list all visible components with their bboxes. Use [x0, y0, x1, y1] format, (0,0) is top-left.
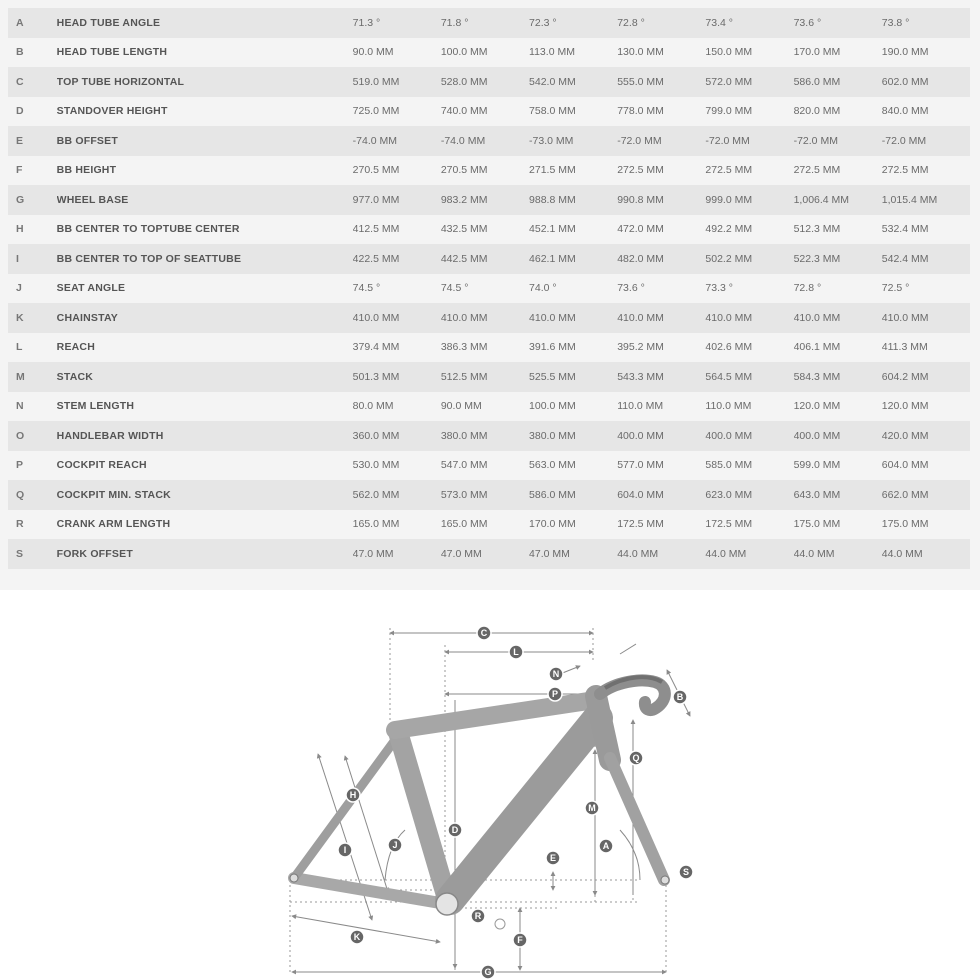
- size-value-cell: 410.0 MM: [793, 311, 841, 324]
- size-value-cell: 400.0 MM: [617, 429, 664, 442]
- size-value-cell: -72.0 MM: [617, 134, 662, 147]
- size-value-cell: 577.0 MM: [617, 459, 664, 472]
- size-value-cell: 778.0 MM: [617, 105, 664, 118]
- size-value-cell: 113.0 MM: [529, 46, 575, 59]
- table-row: [8, 362, 970, 392]
- size-value-cell: 380.0 MM: [440, 429, 488, 442]
- size-value-cell: 572.0 MM: [705, 75, 753, 88]
- size-value-cell: 74.0 °: [529, 282, 557, 295]
- table-row: [8, 97, 970, 127]
- size-value-cell: 573.0 MM: [440, 488, 488, 501]
- size-value-cell: 585.0 MM: [705, 459, 753, 472]
- size-value-cell: 840.0 MM: [881, 105, 929, 118]
- row-letter: G: [16, 193, 25, 206]
- dimension-badge-q: [629, 751, 643, 765]
- size-value-cell: 395.2 MM: [617, 341, 664, 354]
- size-value-cell: 604.2 MM: [881, 370, 929, 383]
- row-measurement-name: STACK: [56, 370, 94, 383]
- row-letter: F: [16, 164, 23, 177]
- table-row: [8, 215, 970, 245]
- badge-letter: D: [451, 825, 459, 836]
- table-row: [8, 38, 970, 68]
- size-value-cell: 44.0 MM: [881, 547, 923, 560]
- size-value-cell: 270.5 MM: [352, 164, 400, 177]
- row-letter: S: [16, 547, 24, 560]
- row-measurement-name: BB CENTER TO TOPTUBE CENTER: [56, 223, 240, 236]
- table-row: [8, 8, 970, 38]
- size-value-cell: 740.0 MM: [440, 105, 488, 118]
- size-value-cell: 80.0 MM: [352, 400, 394, 413]
- size-value-cell: 442.5 MM: [440, 252, 488, 265]
- badge-letter: J: [392, 840, 398, 851]
- row-measurement-name: CRANK ARM LENGTH: [56, 518, 171, 531]
- size-value-cell: 150.0 MM: [705, 46, 753, 59]
- row-letter: M: [16, 370, 25, 383]
- chainstay-tube: [294, 878, 446, 904]
- size-value-cell: 190.0 MM: [881, 46, 929, 59]
- dimension-badge-m: [585, 801, 599, 815]
- size-value-cell: 988.8 MM: [529, 193, 576, 206]
- row-measurement-name: STEM LENGTH: [56, 400, 135, 413]
- dimension-badge-i: [338, 843, 352, 857]
- table-row: [8, 510, 970, 540]
- size-value-cell: 360.0 MM: [352, 429, 400, 442]
- size-value-cell: 272.5 MM: [881, 164, 929, 177]
- size-value-cell: 120.0 MM: [881, 400, 929, 413]
- table-row: [8, 421, 970, 451]
- frame-diagram-svg: [0, 590, 980, 980]
- row-letter: P: [16, 459, 24, 472]
- size-value-cell: 380.0 MM: [529, 429, 576, 442]
- badge-letter: Q: [632, 753, 640, 764]
- top-tube: [395, 700, 595, 730]
- row-letter: Q: [16, 488, 25, 501]
- size-value-cell: 72.3 °: [529, 16, 557, 29]
- dimension-badge-c: [477, 626, 491, 640]
- table-row: [8, 126, 970, 156]
- size-value-cell: 586.0 MM: [793, 75, 841, 88]
- rear-dropout: [290, 874, 298, 882]
- table-row: [8, 274, 970, 304]
- row-measurement-name: CHAINSTAY: [56, 311, 118, 324]
- size-value-cell: 44.0 MM: [617, 547, 659, 560]
- badge-letter: E: [549, 853, 557, 864]
- down-tube: [450, 718, 598, 900]
- size-value-cell: 271.5 MM: [529, 164, 576, 177]
- size-value-cell: 175.0 MM: [881, 518, 929, 531]
- badge-letter: A: [602, 841, 610, 852]
- table-row: [8, 244, 970, 274]
- row-measurement-name: BB OFFSET: [56, 134, 118, 147]
- size-value-cell: 402.6 MM: [705, 341, 753, 354]
- size-value-cell: 172.5 MM: [617, 518, 664, 531]
- table-row: [8, 156, 970, 186]
- size-value-cell: 120.0 MM: [793, 400, 841, 413]
- bike-frame: [290, 677, 669, 929]
- size-value-cell: 110.0 MM: [617, 400, 664, 413]
- size-value-cell: -72.0 MM: [793, 134, 838, 147]
- row-letter: E: [16, 134, 24, 147]
- badge-letter: M: [588, 803, 596, 814]
- badge-letter: B: [676, 692, 684, 703]
- table-row: [8, 303, 970, 333]
- size-value-cell: 420.0 MM: [881, 429, 929, 442]
- dimension-badge-a: [599, 839, 613, 853]
- row-measurement-name: HEAD TUBE LENGTH: [56, 46, 168, 59]
- size-value-cell: 172.5 MM: [705, 518, 753, 531]
- size-value-cell: 562.0 MM: [352, 488, 400, 501]
- size-value-cell: 270.5 MM: [440, 164, 488, 177]
- dimension-badge-e: [546, 851, 560, 865]
- size-value-cell: 519.0 MM: [352, 75, 400, 88]
- size-value-cell: -72.0 MM: [705, 134, 750, 147]
- dimension-badge-d: [448, 823, 462, 837]
- row-letter: O: [16, 429, 25, 442]
- size-value-cell: 74.5 °: [440, 282, 469, 295]
- size-value-cell: 73.4 °: [705, 16, 733, 29]
- size-value-cell: 410.0 MM: [352, 311, 400, 324]
- size-value-cell: 386.3 MM: [440, 341, 488, 354]
- size-value-cell: 72.8 °: [793, 282, 822, 295]
- row-letter: B: [16, 46, 24, 59]
- size-value-cell: 564.5 MM: [705, 370, 753, 383]
- size-value-cell: 411.3 MM: [881, 341, 928, 354]
- table-row: [8, 392, 970, 422]
- dimension-k-line: [292, 916, 440, 942]
- row-letter: R: [16, 518, 24, 531]
- size-value-cell: 472.0 MM: [617, 223, 664, 236]
- size-value-cell: 73.3 °: [705, 282, 733, 295]
- size-value-cell: 44.0 MM: [705, 547, 747, 560]
- row-letter: K: [16, 311, 24, 324]
- bottom-bracket: [436, 893, 458, 915]
- row-letter: J: [16, 282, 22, 295]
- size-value-cell: 555.0 MM: [617, 75, 664, 88]
- size-value-cell: 599.0 MM: [793, 459, 841, 472]
- size-value-cell: 47.0 MM: [529, 547, 570, 560]
- dimension-badge-j: [388, 838, 402, 852]
- badge-letter: N: [552, 669, 560, 680]
- size-value-cell: 604.0 MM: [881, 459, 929, 472]
- size-value-cell: 799.0 MM: [705, 105, 753, 118]
- badge-letter: C: [480, 628, 488, 639]
- row-letter: A: [16, 16, 24, 29]
- size-value-cell: 492.2 MM: [705, 223, 753, 236]
- table-row: [8, 480, 970, 510]
- size-value-cell: 452.1 MM: [529, 223, 576, 236]
- dimension-badge-k: [350, 930, 364, 944]
- size-value-cell: 623.0 MM: [705, 488, 753, 501]
- row-letter: N: [16, 400, 24, 413]
- size-value-cell: 47.0 MM: [352, 547, 394, 560]
- size-value-cell: 462.1 MM: [529, 252, 576, 265]
- size-value-cell: 100.0 MM: [529, 400, 576, 413]
- size-value-cell: 1,015.4 MM: [881, 193, 938, 206]
- size-value-cell: 100.0 MM: [440, 46, 488, 59]
- size-value-cell: 72.8 °: [617, 16, 645, 29]
- row-letter: H: [16, 223, 24, 236]
- size-value-cell: 47.0 MM: [440, 547, 482, 560]
- size-value-cell: 1,006.4 MM: [793, 193, 850, 206]
- bike-geometry-diagram: [0, 590, 980, 980]
- dimension-badge-f: [513, 933, 527, 947]
- size-value-cell: 170.0 MM: [529, 518, 576, 531]
- badge-letter: R: [474, 911, 482, 922]
- badge-letter: L: [513, 647, 519, 658]
- size-value-cell: 74.5 °: [352, 282, 381, 295]
- dimension-badge-r: [471, 909, 485, 923]
- size-value-cell: 532.4 MM: [881, 223, 929, 236]
- size-value-cell: 44.0 MM: [793, 547, 835, 560]
- size-value-cell: 272.5 MM: [793, 164, 841, 177]
- size-value-cell: 90.0 MM: [352, 46, 394, 59]
- size-value-cell: -74.0 MM: [352, 134, 397, 147]
- size-value-cell: 512.5 MM: [440, 370, 488, 383]
- size-value-cell: 410.0 MM: [881, 311, 929, 324]
- size-value-cell: 422.5 MM: [352, 252, 400, 265]
- size-value-cell: 522.3 MM: [793, 252, 841, 265]
- size-value-cell: 990.8 MM: [617, 193, 664, 206]
- size-value-cell: -73.0 MM: [529, 134, 574, 147]
- badge-letter: F: [517, 935, 523, 946]
- size-value-cell: 584.3 MM: [793, 370, 841, 383]
- size-value-cell: 73.6 °: [617, 282, 645, 295]
- size-value-cell: 543.3 MM: [617, 370, 664, 383]
- geometry-table: [8, 8, 970, 569]
- row-measurement-name: SEAT ANGLE: [56, 282, 126, 295]
- size-value-cell: 512.3 MM: [793, 223, 841, 236]
- fork-blade: [610, 758, 664, 880]
- size-value-cell: 602.0 MM: [881, 75, 929, 88]
- size-value-cell: 379.4 MM: [352, 341, 400, 354]
- table-row: [8, 539, 970, 569]
- badge-letter: P: [551, 689, 559, 700]
- size-value-cell: 406.1 MM: [793, 341, 841, 354]
- badge-letter: S: [682, 867, 690, 878]
- size-value-cell: 73.6 °: [793, 16, 822, 29]
- row-measurement-name: COCKPIT REACH: [56, 459, 147, 472]
- dimension-badge-p: [548, 687, 562, 701]
- size-value-cell: 412.5 MM: [352, 223, 400, 236]
- dimension-o-tick: [620, 644, 636, 654]
- size-value-cell: 501.3 MM: [352, 370, 400, 383]
- size-value-cell: 432.5 MM: [440, 223, 488, 236]
- badge-letter: I: [343, 845, 347, 856]
- seat-tube: [398, 732, 448, 902]
- row-measurement-name: HEAD TUBE ANGLE: [56, 16, 161, 29]
- size-value-cell: 643.0 MM: [793, 488, 841, 501]
- row-letter: I: [16, 252, 19, 265]
- size-value-cell: 528.0 MM: [440, 75, 488, 88]
- row-measurement-name: REACH: [56, 341, 95, 354]
- size-value-cell: 71.8 °: [440, 16, 469, 29]
- row-measurement-name: TOP TUBE HORIZONTAL: [56, 75, 185, 88]
- size-value-cell: 604.0 MM: [617, 488, 664, 501]
- size-value-cell: 272.5 MM: [617, 164, 664, 177]
- size-value-cell: 662.0 MM: [881, 488, 929, 501]
- dimension-badge-b: [673, 690, 687, 704]
- table-row: [8, 333, 970, 363]
- badge-letter: G: [484, 967, 492, 978]
- front-dropout: [661, 876, 669, 884]
- size-value-cell: 175.0 MM: [793, 518, 841, 531]
- size-value-cell: 130.0 MM: [617, 46, 664, 59]
- size-value-cell: 73.8 °: [881, 16, 910, 29]
- row-letter: D: [16, 105, 24, 118]
- size-value-cell: 165.0 MM: [440, 518, 488, 531]
- size-value-cell: 410.0 MM: [440, 311, 488, 324]
- size-value-cell: 977.0 MM: [352, 193, 400, 206]
- table-row: [8, 451, 970, 481]
- size-value-cell: 502.2 MM: [705, 252, 753, 265]
- table-row: [8, 67, 970, 97]
- row-measurement-name: COCKPIT MIN. STACK: [56, 488, 171, 501]
- dimension-badge-l: [509, 645, 523, 659]
- size-value-cell: 542.0 MM: [529, 75, 576, 88]
- size-value-cell: 170.0 MM: [793, 46, 841, 59]
- size-value-cell: 400.0 MM: [793, 429, 841, 442]
- dimension-badge-g: [481, 965, 495, 979]
- size-value-cell: 983.2 MM: [440, 193, 488, 206]
- head-tube: [596, 696, 610, 760]
- size-value-cell: 482.0 MM: [617, 252, 664, 265]
- size-value-cell: 71.3 °: [352, 16, 381, 29]
- size-value-cell: 725.0 MM: [352, 105, 400, 118]
- row-measurement-name: BB CENTER TO TOP OF SEATTUBE: [56, 252, 242, 265]
- size-value-cell: 542.4 MM: [881, 252, 929, 265]
- size-value-cell: 110.0 MM: [705, 400, 752, 413]
- size-value-cell: 410.0 MM: [617, 311, 664, 324]
- row-letter: L: [16, 341, 23, 354]
- size-value-cell: 400.0 MM: [705, 429, 753, 442]
- size-value-cell: 820.0 MM: [793, 105, 841, 118]
- size-value-cell: -72.0 MM: [881, 134, 927, 147]
- size-value-cell: 391.6 MM: [529, 341, 576, 354]
- size-value-cell: 165.0 MM: [352, 518, 400, 531]
- size-value-cell: 410.0 MM: [705, 311, 753, 324]
- row-measurement-name: FORK OFFSET: [56, 547, 133, 560]
- size-value-cell: 525.5 MM: [529, 370, 576, 383]
- size-value-cell: 72.5 °: [881, 282, 910, 295]
- table-row: [8, 185, 970, 215]
- row-measurement-name: WHEEL BASE: [56, 193, 129, 206]
- size-value-cell: 90.0 MM: [440, 400, 482, 413]
- row-measurement-name: HANDLEBAR WIDTH: [56, 429, 164, 442]
- dimension-badge-s: [679, 865, 693, 879]
- size-value-cell: 530.0 MM: [352, 459, 400, 472]
- badge-letter: H: [349, 790, 357, 801]
- badge-letter: K: [353, 932, 361, 943]
- size-value-cell: 410.0 MM: [529, 311, 576, 324]
- size-value-cell: 272.5 MM: [705, 164, 753, 177]
- row-letter: C: [16, 75, 24, 88]
- crank-circle: [495, 919, 505, 929]
- dimension-a-arc: [620, 830, 640, 880]
- size-value-cell: 758.0 MM: [529, 105, 576, 118]
- size-value-cell: -74.0 MM: [440, 134, 486, 147]
- row-measurement-name: STANDOVER HEIGHT: [56, 105, 168, 118]
- size-value-cell: 999.0 MM: [705, 193, 753, 206]
- row-measurement-name: BB HEIGHT: [56, 164, 117, 177]
- dimension-badge-h: [346, 788, 360, 802]
- size-value-cell: 563.0 MM: [529, 459, 576, 472]
- size-value-cell: 586.0 MM: [529, 488, 576, 501]
- dimension-badge-n: [549, 667, 563, 681]
- size-value-cell: 547.0 MM: [440, 459, 488, 472]
